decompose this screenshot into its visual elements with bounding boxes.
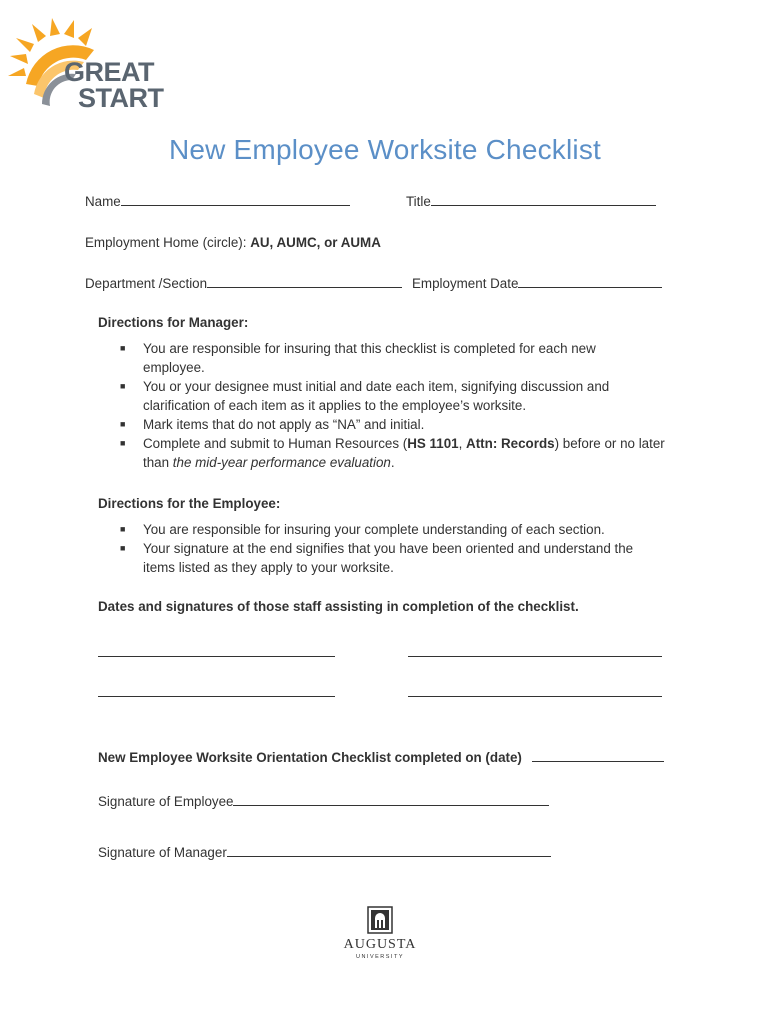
completed-date-line [532,748,664,762]
title-line [431,192,656,206]
staff-date-line[interactable] [408,656,662,657]
list-item: ■ Complete and submit to Human Resources (HS 1101, Attn: Records) before or no later than the mid-year performance evaluation. [120,436,665,470]
list-item: ■ Mark items that do not apply as “NA” and initial. [120,417,425,432]
employee-heading: Directions for the Employee: [98,496,281,511]
university-text: UNIVERSITY [355,954,404,960]
department-line [207,274,402,288]
employment-home-options[interactable]: AU, AUMC, or AUMA [250,235,381,250]
bullet-icon: ■ [120,343,126,353]
manager-signature-line [227,843,551,857]
bullet-icon: ■ [120,543,126,553]
name-label: Name [85,194,121,209]
employee-signature-field[interactable] [98,792,549,811]
employee-signature-label: Signature of Employee [98,794,234,809]
manager-signature-field[interactable] [98,843,551,862]
manager-signature-label: Signature of Manager [98,845,227,860]
manager-directions-list [98,339,738,472]
name-line [121,192,350,206]
employment-home-label: Employment Home (circle): [85,235,247,250]
logo-text-great: GREAT [64,57,154,87]
employment-date-line [518,274,662,288]
bullet-icon: ■ [120,381,126,391]
great-start-logo [6,16,171,116]
page-title: New Employee Worksite Checklist [168,134,602,165]
augusta-text: AUGUSTA [343,937,417,952]
manager-heading: Directions for Manager: [98,315,249,330]
logo-text-start: START [78,83,164,113]
department-label: Department /Section [85,276,208,291]
department-field[interactable] [85,274,402,293]
bullet-icon: ■ [120,419,126,429]
list-item: ■ Your signature at the end signifies that you have been oriented and understand the items listed as they apply to your worksite. [120,541,634,575]
list-item: ■ You are responsible for insuring that this checklist is completed for each new employee. [120,341,596,375]
bullet-icon: ■ [120,524,126,534]
employment-home-field [85,233,381,252]
staff-heading: Dates and signatures of those staff assisting in completion of the checklist. [98,599,579,614]
augusta-university-logo [340,906,420,966]
staff-signature-line[interactable] [98,696,335,697]
completed-date-label: New Employee Worksite Orientation Checklist completed on (date) [98,750,522,765]
employee-directions-list [98,520,738,577]
list-item: ■ You are responsible for insuring your complete understanding of each section. [120,522,605,537]
title-field[interactable] [406,192,656,211]
shield-icon [367,906,393,934]
staff-signature-line[interactable] [98,656,335,657]
name-field[interactable] [85,192,350,211]
employment-date-label: Employment Date [412,276,519,291]
title-label: Title [406,194,431,209]
bullet-icon: ■ [120,438,126,448]
staff-date-line[interactable] [408,696,662,697]
employee-signature-line [233,792,549,806]
completed-date-field[interactable] [98,748,664,767]
list-item: ■ You or your designee must initial and date each item, signifying discussion and clarification of each item as it applies to the employee’s worksite. [120,379,610,413]
employment-date-field[interactable] [412,274,662,293]
